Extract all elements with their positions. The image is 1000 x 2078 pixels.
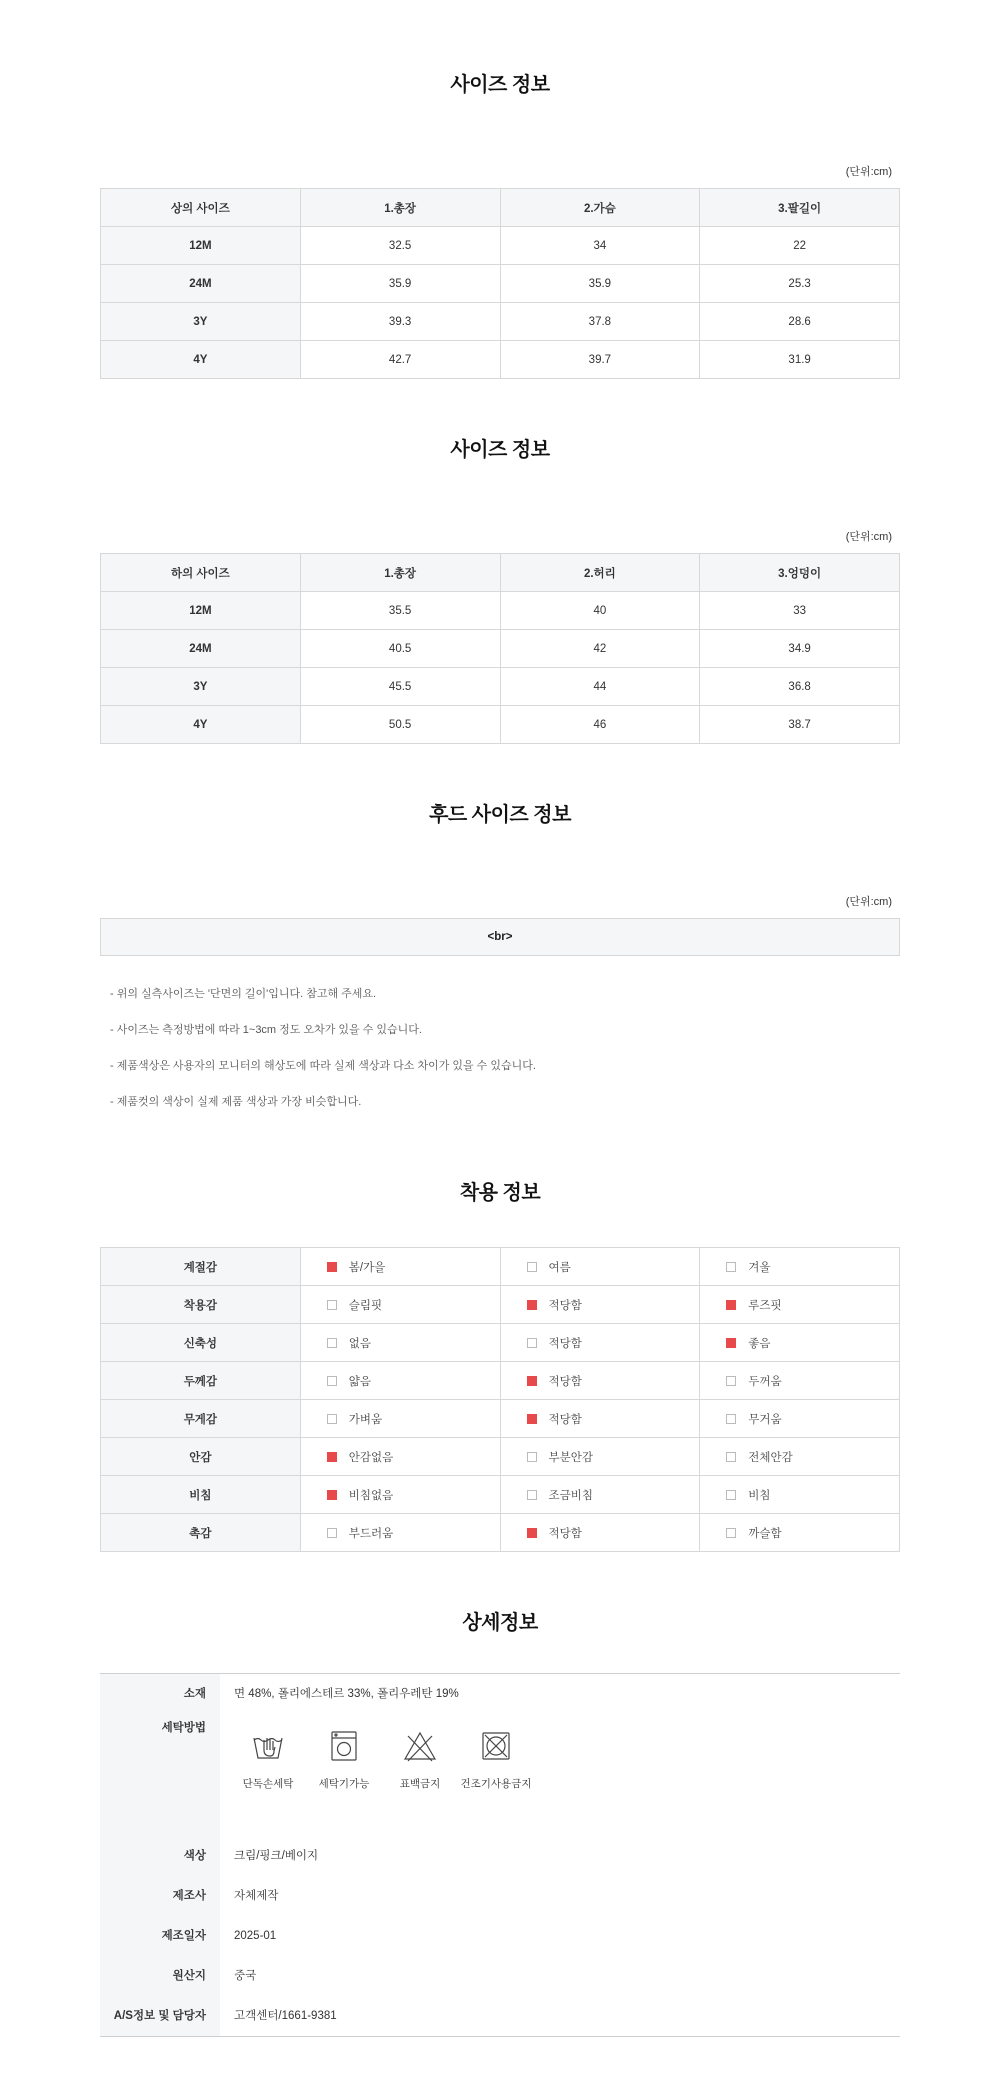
detail-value: 자체제작 (234, 1890, 279, 1902)
table-row-header: 12M (101, 592, 301, 630)
fit-option (700, 1362, 900, 1400)
fit-option-label: 적당함 (548, 1527, 582, 1540)
fit-option-label: 얇음 (348, 1375, 371, 1388)
detail-row-date (100, 1916, 900, 1956)
fit-option-label: 적당함 (548, 1299, 582, 1312)
checked-box-icon (327, 1262, 337, 1272)
checked-box-icon (327, 1452, 337, 1462)
fit-option (500, 1514, 700, 1552)
wash-item (382, 1728, 458, 1791)
unchecked-box-icon (726, 1452, 736, 1462)
fit-option-label: 적당함 (548, 1337, 582, 1350)
table-cell: 50.5 (300, 706, 500, 744)
fit-option-label: 적당함 (548, 1413, 582, 1426)
bottom-size-title: 사이즈 정보 (450, 439, 550, 461)
hood-size-row: <br> (100, 918, 900, 956)
fit-option-label: 슬림핏 (348, 1299, 383, 1312)
detail-label: A/S정보 및 담당자 (100, 1996, 220, 2036)
checked-box-icon (327, 1490, 337, 1500)
fit-option (700, 1324, 900, 1362)
note-item: - 위의 실측사이즈는 '단면의 길이'입니다. 참고해 주세요. (110, 988, 377, 1000)
fit-option (500, 1400, 700, 1438)
table-cell: 35.9 (500, 265, 700, 303)
unchecked-box-icon (527, 1338, 537, 1348)
fit-option-label: 전체안감 (748, 1451, 793, 1464)
table-cell: 40 (500, 592, 700, 630)
fit-option-label: 두꺼움 (748, 1375, 782, 1388)
fit-option (700, 1476, 900, 1514)
table-row (101, 592, 900, 630)
table-header-cell: 1.총장 (300, 189, 500, 227)
detail-row-color (100, 1836, 900, 1876)
fit-option-label: 가벼움 (348, 1413, 383, 1426)
detail-row-as (100, 1996, 900, 2036)
unchecked-box-icon (527, 1262, 537, 1272)
unchecked-box-icon (527, 1452, 537, 1462)
fit-option-label: 조금비침 (548, 1489, 593, 1502)
size-notes (100, 988, 900, 1108)
table-row (101, 630, 900, 668)
table-header-row (101, 554, 900, 592)
wash-item (230, 1728, 306, 1791)
table-cell: 44 (500, 668, 700, 706)
table-row-header: 4Y (101, 341, 301, 379)
no-tumble-dry-icon (458, 1728, 534, 1764)
fit-row-label: 안감 (101, 1438, 301, 1476)
fit-option (500, 1476, 700, 1514)
fit-option (300, 1248, 500, 1286)
fit-option (500, 1438, 700, 1476)
table-cell: 35.9 (300, 265, 500, 303)
note-item: - 사이즈는 측정방법에 따라 1~3cm 정도 오차가 있을 수 있습니다. (110, 1024, 422, 1036)
checked-box-icon (527, 1300, 537, 1310)
detail-table (100, 1673, 900, 2037)
wash-label: 건조기사용금지 (460, 1778, 532, 1790)
fit-row (101, 1362, 900, 1400)
fit-row (101, 1248, 900, 1286)
fit-option-label: 비침 (748, 1489, 771, 1502)
checked-box-icon (527, 1528, 537, 1538)
unchecked-box-icon (327, 1338, 337, 1348)
fit-row-label: 계절감 (101, 1248, 301, 1286)
detail-value: 면 48%, 폴리에스테르 33%, 폴리우레탄 19% (234, 1688, 459, 1700)
unchecked-box-icon (726, 1414, 736, 1424)
table-header-cell: 3.엉덩이 (700, 554, 900, 592)
fit-row (101, 1514, 900, 1552)
table-cell: 45.5 (300, 668, 500, 706)
table-cell: 42 (500, 630, 700, 668)
detail-value: 2025-01 (234, 1930, 277, 1942)
unchecked-box-icon (726, 1262, 736, 1272)
unchecked-box-icon (726, 1490, 736, 1500)
hood-size-unit: (단위:cm) (845, 896, 892, 908)
fit-row (101, 1438, 900, 1476)
fit-option-label: 좋음 (748, 1337, 771, 1350)
unchecked-box-icon (327, 1414, 337, 1424)
unchecked-box-icon (527, 1490, 537, 1500)
fit-row-label: 촉감 (101, 1514, 301, 1552)
table-row (101, 303, 900, 341)
table-header-cell: 1.총장 (300, 554, 500, 592)
detail-label: 소재 (100, 1674, 220, 1714)
fit-info-title: 착용 정보 (459, 1182, 541, 1204)
fit-option-label: 겨울 (748, 1261, 771, 1274)
detail-label: 원산지 (100, 1956, 220, 1996)
unchecked-box-icon (327, 1528, 337, 1538)
fit-option (500, 1286, 700, 1324)
detail-row-wash (100, 1714, 900, 1836)
table-row (101, 706, 900, 744)
checked-box-icon (527, 1414, 537, 1424)
fit-option-label: 적당함 (548, 1375, 582, 1388)
fit-option-label: 부드러움 (348, 1527, 394, 1540)
washing-machine-icon (306, 1728, 382, 1764)
wash-icons (220, 1714, 900, 1836)
fit-row (101, 1286, 900, 1324)
table-cell: 39.7 (500, 341, 700, 379)
table-cell: 40.5 (300, 630, 500, 668)
table-row-header: 24M (101, 630, 301, 668)
no-bleach-icon (382, 1728, 458, 1764)
bottom-size-table (100, 553, 900, 744)
fit-option-label: 루즈핏 (748, 1299, 782, 1312)
checked-box-icon (726, 1338, 736, 1348)
table-row-header: 4Y (101, 706, 301, 744)
checked-box-icon (527, 1376, 537, 1386)
fit-option (300, 1476, 500, 1514)
note-item: - 제품컷의 색상이 실제 제품 색상과 가장 비슷합니다. (110, 1096, 362, 1108)
detail-label: 제조사 (100, 1876, 220, 1916)
table-row (101, 265, 900, 303)
bottom-size-unit: (단위:cm) (845, 531, 892, 543)
fit-option (700, 1286, 900, 1324)
detail-value: 중국 (234, 1970, 257, 1982)
hand-wash-icon (230, 1728, 306, 1764)
fit-info-table (100, 1247, 900, 1552)
table-cell: 32.5 (300, 227, 500, 265)
table-cell: 37.8 (500, 303, 700, 341)
table-cell: 35.5 (300, 592, 500, 630)
table-row (101, 668, 900, 706)
wash-label: 단독손세탁 (242, 1778, 294, 1790)
wash-item (306, 1728, 382, 1791)
fit-option (700, 1400, 900, 1438)
top-size-title: 사이즈 정보 (450, 74, 550, 96)
table-cell: 22 (700, 227, 900, 265)
fit-option (300, 1400, 500, 1438)
fit-option-label: 봄/가을 (348, 1261, 386, 1274)
detail-row-material (100, 1674, 900, 1714)
table-cell: 34 (500, 227, 700, 265)
table-row-header: 3Y (101, 668, 301, 706)
fit-row-label: 신축성 (101, 1324, 301, 1362)
unchecked-box-icon (327, 1300, 337, 1310)
table-row-header: 12M (101, 227, 301, 265)
fit-option-label: 부분안감 (548, 1451, 593, 1464)
top-size-table (100, 188, 900, 379)
fit-option-label: 비침없음 (348, 1489, 394, 1502)
wash-label: 표백금지 (399, 1778, 441, 1790)
table-cell: 42.7 (300, 341, 500, 379)
detail-value: 크림/핑크/베이지 (234, 1850, 319, 1862)
fit-option (300, 1324, 500, 1362)
fit-row (101, 1400, 900, 1438)
table-cell: 39.3 (300, 303, 500, 341)
fit-option-label: 여름 (548, 1261, 571, 1274)
detail-label: 제조일자 (100, 1916, 220, 1956)
unchecked-box-icon (726, 1376, 736, 1386)
fit-row-label: 착용감 (101, 1286, 301, 1324)
fit-row (101, 1476, 900, 1514)
unchecked-box-icon (327, 1376, 337, 1386)
table-header-cell: 3.팔길이 (700, 189, 900, 227)
table-cell: 36.8 (700, 668, 900, 706)
fit-option-label: 안감없음 (348, 1451, 394, 1464)
fit-row-label: 비침 (101, 1476, 301, 1514)
fit-option (700, 1248, 900, 1286)
detail-value: 고객센터/1661-9381 (234, 2010, 337, 2022)
top-size-unit: (단위:cm) (845, 166, 892, 178)
table-cell: 34.9 (700, 630, 900, 668)
table-cell: 31.9 (700, 341, 900, 379)
detail-label: 세탁방법 (100, 1714, 220, 1836)
fit-option (700, 1514, 900, 1552)
table-cell: 38.7 (700, 706, 900, 744)
fit-row-label: 무게감 (101, 1400, 301, 1438)
table-row (101, 341, 900, 379)
table-header-cell: 2.가슴 (500, 189, 700, 227)
wash-label: 세탁기가능 (318, 1778, 370, 1790)
unchecked-box-icon (726, 1528, 736, 1538)
table-header-cell: 하의 사이즈 (101, 554, 301, 592)
table-cell: 28.6 (700, 303, 900, 341)
fit-option (300, 1362, 500, 1400)
fit-option (500, 1324, 700, 1362)
fit-option-label: 없음 (348, 1337, 371, 1350)
fit-option (300, 1286, 500, 1324)
hood-size-title: 후드 사이즈 정보 (429, 804, 571, 826)
wash-item (458, 1728, 534, 1791)
table-row-header: 3Y (101, 303, 301, 341)
fit-option (500, 1362, 700, 1400)
table-row (101, 227, 900, 265)
fit-row (101, 1324, 900, 1362)
table-header-cell: 2.허리 (500, 554, 700, 592)
table-cell: 46 (500, 706, 700, 744)
detail-row-maker (100, 1876, 900, 1916)
note-item: - 제품색상은 사용자의 모니터의 해상도에 따라 실제 색상과 다소 차이가 있을 수 있습니다. (110, 1060, 536, 1072)
checked-box-icon (726, 1300, 736, 1310)
fit-option (300, 1514, 500, 1552)
fit-option-label: 까슬함 (748, 1527, 782, 1540)
fit-option (500, 1248, 700, 1286)
table-row-header: 24M (101, 265, 301, 303)
table-header-row (101, 189, 900, 227)
fit-option (300, 1438, 500, 1476)
table-cell: 25.3 (700, 265, 900, 303)
detail-title: 상세정보 (462, 1612, 538, 1634)
fit-option-label: 무거움 (748, 1413, 782, 1426)
table-cell: 33 (700, 592, 900, 630)
detail-label: 색상 (100, 1836, 220, 1876)
fit-option (700, 1438, 900, 1476)
detail-row-origin (100, 1956, 900, 1996)
fit-row-label: 두께감 (101, 1362, 301, 1400)
table-header-cell: 상의 사이즈 (101, 189, 301, 227)
